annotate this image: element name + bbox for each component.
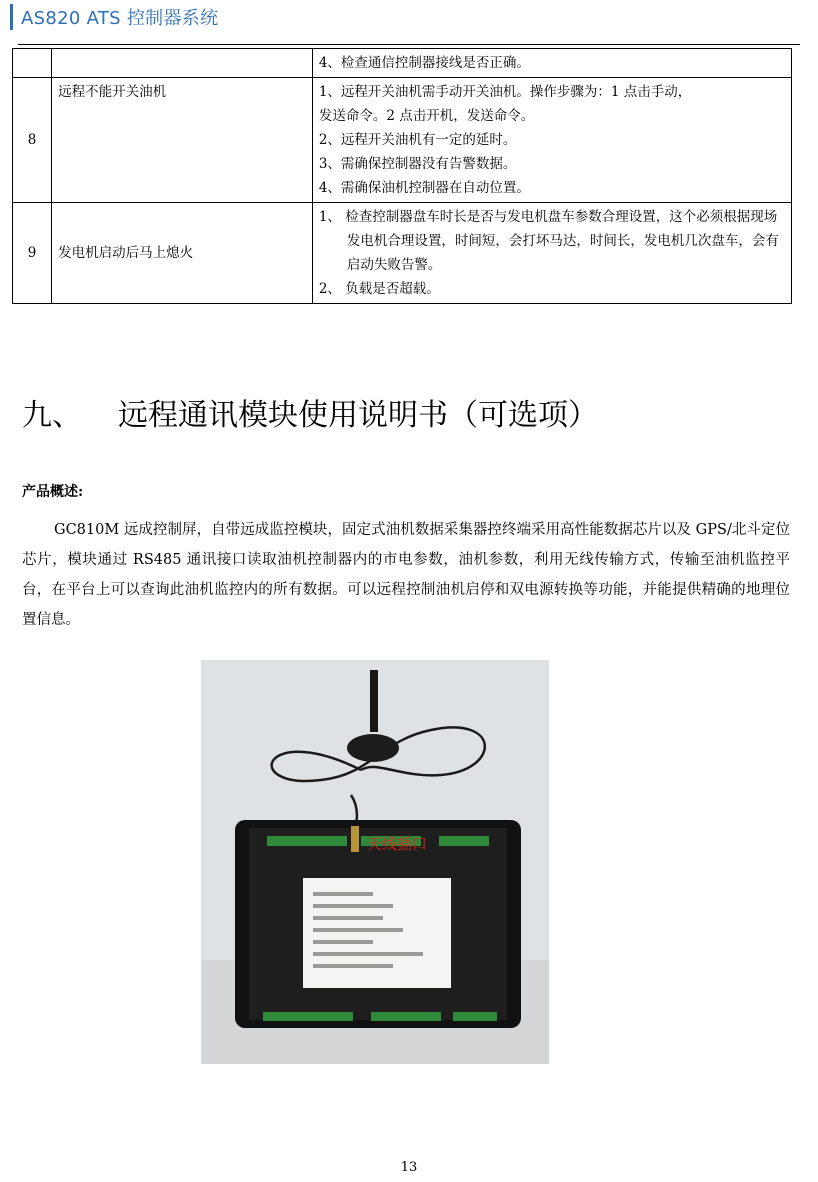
table-row [13, 203, 792, 304]
overview-paragraph: GC810M 远成控制屏，自带远成监控模块，固定式油机数据采集器控终端采用高性能数据芯片以及 GPS/北斗定位芯片，模块通过 RS485 通讯接口读取油机控制器内的市电参数，油机参数，利用无线传输方式，传输至油机监控平台，在平台上可以查询此油机监控内的所有数据。可以远程控制油机启停和双电源转换等功能，并能提供精确的地理位置信息。 [22, 522, 790, 628]
fault-description [52, 49, 313, 78]
fault-description: 发电机启动后马上熄火 [52, 203, 313, 304]
solution-cell [312, 78, 791, 203]
row-number: 8 [13, 78, 52, 203]
header-rule [18, 44, 800, 45]
solution-cell [312, 49, 791, 78]
solution-item: 1、远程开关油机需手动开关油机。操作步骤为：1 点击手动， [318, 84, 692, 100]
overview-label: 产品概述: [22, 484, 84, 500]
device-illustration [201, 660, 549, 1064]
table-row [13, 78, 792, 203]
row-number [13, 49, 52, 78]
solution-item: 2、 负载是否超载。 [318, 281, 440, 297]
solution-item: 3、需确保控制器没有告警数据。 [318, 156, 517, 172]
page-number: 13 [400, 1160, 418, 1175]
solution-item: 1、 检查控制器盘车时长是否与发电机盘车参数合理设置，这个必须根据现场发电机合理设置，时间短，会打坏马达，时间长，发电机几次盘车，会有启动失败告警。 [318, 209, 779, 273]
section-number: 九、 [22, 398, 82, 433]
section-title: 远程通讯模块使用说明书（可选项） [118, 398, 598, 433]
fault-description: 远程不能开关油机 [52, 78, 313, 203]
solution-item: 发送命令。2 点击开机，发送命令。 [318, 108, 535, 124]
solution-item: 4、检查通信控制器接线是否正确。 [318, 55, 530, 71]
header-accent-bar [10, 4, 13, 30]
page-header [10, 2, 218, 32]
row-number: 9 [13, 203, 52, 304]
product-photo [201, 660, 549, 1064]
header-title: AS820 ATS 控制器系统 [21, 8, 219, 29]
table-row [13, 49, 792, 78]
antenna-port-label: 天线插口 [367, 835, 428, 853]
section-heading [22, 390, 598, 434]
fault-table [12, 48, 792, 304]
solution-item: 4、需确保油机控制器在自动位置。 [318, 180, 530, 196]
solution-cell [312, 203, 791, 304]
solution-item: 2、远程开关油机有一定的延时。 [318, 132, 517, 148]
